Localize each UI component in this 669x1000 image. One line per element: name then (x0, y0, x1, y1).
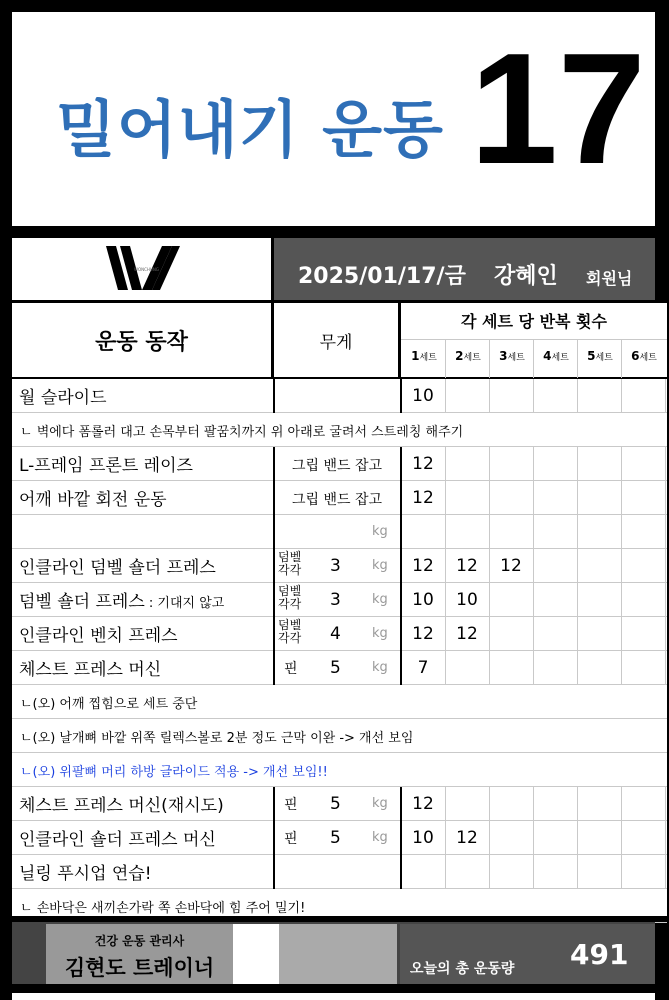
header-exercise: 운동 동작 (95, 330, 188, 355)
header-sets (401, 303, 667, 378)
exercise-row (12, 447, 667, 481)
weight-label: 그립 밴드 잡고 (292, 458, 383, 474)
exercise-name: 체스트 프레스 머신 (19, 660, 162, 680)
footer-spacer-grey (279, 924, 397, 984)
note-row (12, 413, 667, 447)
exercise-name: 덤벨 숄더 프레스 : 기대지 않고 (19, 592, 225, 612)
note-text: ㄴ 벽에다 폼롤러 대고 손목부터 팔꿈치까지 위 아래로 굴려서 스트레칭 해주기 (20, 425, 464, 440)
session-date: 2025/01/17/금 (298, 264, 466, 289)
note-row (12, 719, 667, 753)
exercise-name: 체스트 프레스 머신(재시도) (19, 796, 224, 816)
header-set-4: 4세트 (543, 349, 569, 363)
rep-cell-set-1: 10 (412, 386, 434, 406)
workout-title: 밀어내기 운동 (56, 93, 444, 166)
exercise-row (12, 651, 667, 685)
exercise-row (12, 583, 667, 617)
rep-cell-set-1: 7 (417, 658, 429, 678)
weight-label: 핀 (284, 831, 298, 847)
trainer-name: 김현도 트레이너 (64, 956, 215, 980)
exercise-name: 인클라인 숄더 프레스 머신 (19, 830, 216, 850)
rep-cell-set-2: 12 (456, 624, 478, 644)
weight-value: 3 (330, 590, 341, 610)
logo-box (12, 238, 271, 300)
workout-table (12, 303, 667, 916)
exercise-name: 인클라인 벤치 프레스 (19, 626, 178, 646)
weight-value: 5 (330, 658, 341, 678)
weight-label: 덤벨 각각 (278, 550, 302, 577)
rep-cell-set-1: 12 (412, 488, 434, 508)
weight-label: 덤벨 각각 (278, 584, 302, 611)
rep-cell-set-1: 12 (412, 556, 434, 576)
weight-label: 덤벨 각각 (278, 618, 302, 645)
trainer-badge (46, 924, 233, 984)
exercise-row (12, 787, 667, 821)
exercise-name: 인클라인 덤벨 숄더 프레스 (19, 558, 216, 578)
exercise-row (12, 549, 667, 583)
weight-value: 3 (330, 556, 341, 576)
header-weight: 무게 (319, 333, 353, 353)
member-suffix: 회원님 (586, 269, 633, 288)
footer (12, 922, 655, 984)
footer-spacer-white (233, 924, 279, 984)
rep-cell-set-1: 10 (412, 828, 434, 848)
title-panel (12, 12, 655, 226)
logo-text: WONCHUNG (134, 267, 159, 272)
weight-unit: kg (372, 558, 388, 573)
weight-unit: kg (372, 830, 388, 845)
note-text: ㄴ(오) 날개뼈 바깥 위쪽 릴렉스볼로 2분 정도 근막 이완 -> 개선 보임 (20, 731, 414, 746)
member-name: 강혜인 (494, 264, 558, 289)
rep-cell-set-1: 12 (412, 624, 434, 644)
rep-cell-set-3: 12 (500, 556, 522, 576)
exercise-row (12, 481, 667, 515)
weight-unit: kg (372, 796, 388, 811)
total-volume-label: 오늘의 총 운동량 (410, 961, 515, 977)
header-set-3: 3세트 (499, 349, 525, 363)
weight-unit: kg (372, 660, 388, 675)
member-info (274, 238, 655, 300)
total-volume-value: 491 (570, 938, 629, 971)
exercise-name: 월 슬라이드 (19, 388, 107, 408)
exercise-name: 어깨 바깥 회전 운동 (19, 490, 167, 510)
weight-label: 핀 (284, 797, 298, 813)
note-row (12, 685, 667, 719)
rep-cell-set-1: 12 (412, 454, 434, 474)
note-row (12, 889, 667, 923)
weight-unit: kg (372, 592, 388, 607)
bottom-strip (12, 993, 655, 1000)
exercise-row (12, 379, 667, 413)
exercise-row (12, 855, 667, 889)
weight-value: 5 (330, 794, 341, 814)
day-number: 17 (470, 21, 646, 197)
weight-value: 4 (330, 624, 341, 644)
exercise-name: 닐링 푸시업 연습! (19, 864, 152, 884)
weight-unit: kg (372, 524, 388, 539)
session-header (12, 238, 655, 300)
weight-value: 5 (330, 828, 341, 848)
header-set-1: 1세트 (411, 349, 437, 363)
note-text: ㄴ(오) 어깨 찝힘으로 세트 중단 (20, 697, 198, 712)
header-set-6: 6세트 (631, 349, 657, 363)
note-text: ㄴ 손바닥은 새끼손가락 쪽 손바닥에 힘 주어 밀기! (20, 901, 306, 916)
exercise-row (12, 617, 667, 651)
exercise-inline-note: : 기대지 않고 (144, 596, 225, 611)
trainer-role: 건강 운동 관리사 (94, 934, 185, 948)
rep-cell-set-1: 12 (412, 794, 434, 814)
note-row (12, 753, 667, 787)
total-volume (400, 924, 655, 984)
exercise-row (12, 515, 667, 549)
header-set-5: 5세트 (587, 349, 613, 363)
rep-cell-set-2: 10 (456, 590, 478, 610)
weight-label: 그립 밴드 잡고 (292, 492, 383, 508)
weight-unit: kg (372, 626, 388, 641)
weight-label: 핀 (284, 661, 298, 677)
brand-logo-icon (12, 238, 271, 300)
rep-cell-set-1: 10 (412, 590, 434, 610)
note-text: ㄴ(오) 위팔뼈 머리 하방 글라이드 적용 -> 개선 보임!! (20, 765, 328, 780)
header-set-2: 2세트 (455, 349, 481, 363)
rep-cell-set-2: 12 (456, 556, 478, 576)
header-reps-title: 각 세트 당 반복 횟수 (461, 312, 607, 331)
exercise-name: L-프레임 프론트 레이즈 (19, 456, 193, 476)
rep-cell-set-2: 12 (456, 828, 478, 848)
exercise-row (12, 821, 667, 855)
